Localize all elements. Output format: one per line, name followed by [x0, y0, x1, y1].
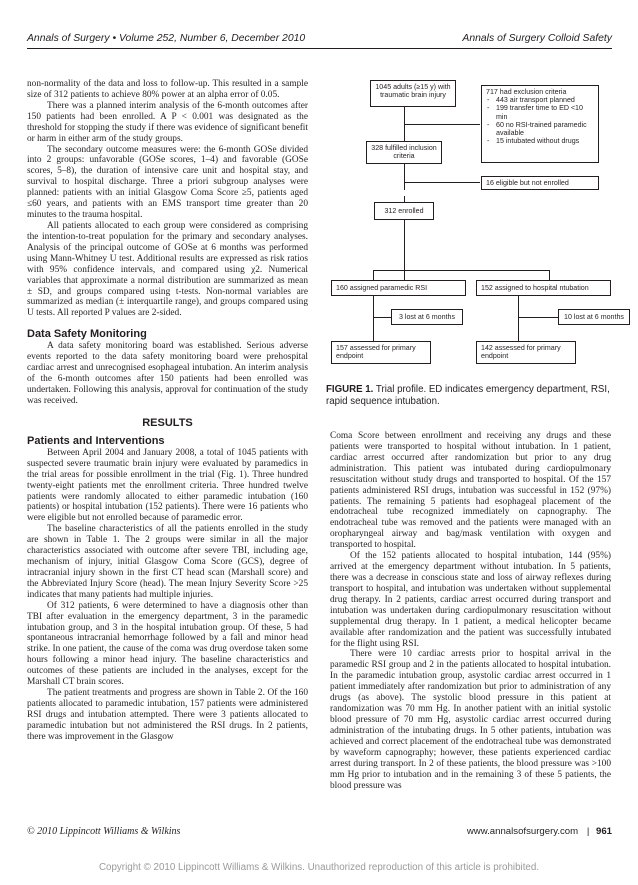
box-1045-adults: 1045 adults (≥15 y) with traumatic brain injury: [370, 80, 456, 107]
footer-copyright-publisher: © 2010 Lippincott Williams & Wilkins: [27, 826, 181, 837]
paragraph: non-normality of the data and loss to follow-up. This resulted in a sample size of 312 patients to achieve 80% power at an alpha error of 0.05.: [27, 79, 308, 100]
connector-line: [373, 270, 374, 280]
paragraph: There was a planned interim analysis of the 6-month outcomes after 150 patients had been enrolled. A P < 0.001 was designated as the threshold for stopping the study if there was evidence of significant benefit or harm in either arm of the study groups.: [27, 100, 308, 144]
figure-caption-text: Trial profile. ED indicates emergency department, RSI, rapid sequence intubation.: [326, 384, 610, 408]
box-paramedic-rsi: 160 assigned paramedic RSI: [331, 280, 466, 296]
box-328-fulfilled: 328 fulfilled inclusion criteria: [366, 141, 442, 164]
connector-line: [404, 220, 405, 280]
connector-line: [518, 317, 558, 318]
connector-line: [404, 270, 549, 271]
footer-right: [467, 826, 612, 840]
connector-line: [549, 270, 550, 280]
box-hospital-intubation: 152 assigned to hospital ntubation: [476, 280, 611, 296]
list-item: - 60 no RSI-trained paramedic available: [486, 121, 594, 137]
list-item: - 15 intubated without drugs: [486, 137, 594, 145]
paragraph: The baseline characteristics of all the patients enrolled in the study are shown in Table 1. The 2 groups were similar in all the major characteristics associated with outcome after severe TBI, including age, mechanism of injury, initial Glasgow Coma Score (GCS), degree of intracranial injury shown in the first CT head scan (Marshall score) and the Abbreviated Injury Score (head). The mean Injury Severity Score >25 indicates that many patients had multiple injuries.: [27, 524, 308, 600]
running-header-right: Annals of Surgery Colloid Safety: [462, 33, 612, 44]
box-exclusion-criteria: 717 had exclusion criteria - 443 air transport planned - 199 transfer time to ED <10 min - 60 no RSI-trained paramedic available - 15 intubated without drugs: [481, 85, 599, 163]
connector-line: [518, 296, 519, 341]
journal-url-link[interactable]: www.annalsofsurgery.com: [466, 826, 579, 837]
box-lost-right: 10 lost at 6 months: [558, 309, 630, 325]
paragraph: Of 312 patients, 6 were determined to have a diagnosis other than TBI after evaluation in the emergency department, 3 in the paramedic intubation group, and 3 in the hospital intubation group. Of these, 5 had spontaneous intracranial hemorrhage followed by a fall and minor head strike. In one patient, the cause of the coma was drug overdose taken some hours following a minor head injury. The baseline characteristics and outcomes of these patients are included in the analyses, except for the Marshall CT brain scores.: [27, 600, 308, 688]
connector-line: [373, 317, 391, 318]
paragraph: A data safety monitoring board was established. Serious adverse events reported to the data safety monitoring board were prehospital cardiac arrest and unrecognised esophageal intubation. An interim analysis of the 6-month outcomes after 150 patients had been enrolled was undertaken. Following this analysis, approval for continuation of the study was received.: [27, 341, 308, 406]
trial-profile-figure: [326, 76, 624, 376]
copyright-notice: Copyright © 2010 Lippincott Williams & Wilkins. Unauthorized reproduction of this article is prohibited.: [98, 862, 540, 873]
list-item: - 443 air transport planned: [486, 96, 594, 104]
connector-line: [404, 182, 480, 183]
figure-caption: [326, 384, 616, 408]
left-column: [27, 79, 308, 743]
paragraph: Coma Score between enrollment and receiving any drugs and these patients were transported to hospital without intubation. In 1 patient, cardiac arrest occurred after randomization but prior to any drug administration. This patient was intubated during cardiopulmonary resuscitation without study drugs and transported to hospital. Of the 157 patients administered RSI drugs, intubation was successful in 152 (97%) patients. The remaining 5 patients had esophageal placement of the endotracheal tube recognized immediately on capnography. The endotracheal tube was removed and the patients were managed with an oropharyngeal airway and bag/mask ventilation with oxygen and transported to hospital.: [330, 431, 611, 551]
figure-label: FIGURE 1.: [326, 384, 374, 395]
paragraph: There were 10 cardiac arrests prior to hospital arrival in the paramedic RSI group and 2 in the patients allocated to hospital intubation. In the paramedic intubation group, asystolic cardiac arrest occurred in 1 patient immediately after randomization but prior to administration of any drugs (as above). The systolic blood pressure in this patient at randomization was 70 mm Hg. In another patient with an initial systolic blood pressure of 70 mm Hg, asystolic cardiac arrest occurred during administration of the intubating drugs. In 5 other patients, intubation was achieved and correct placement of the endotracheal tube was demonstrated by waveform capnography; however, these patients experienced cardiac arrest during transport. In 2 of these patients, the blood pressure was >100 mm Hg prior to intubation and in the remaining 3 of these 5 patients, the blood pressure was: [330, 649, 611, 791]
header-rule: [27, 48, 612, 49]
box-lost-left: 3 lost at 6 months: [391, 309, 463, 325]
connector-line: [404, 124, 480, 125]
exclusion-list: [486, 96, 594, 145]
box-312-enrolled: 312 enrolled: [374, 202, 434, 220]
right-column: [330, 431, 611, 791]
page-number: 961: [595, 826, 612, 837]
section-heading-data-safety: Data Safety Monitoring: [27, 328, 147, 341]
section-heading-patients: Patients and Interventions: [27, 434, 165, 447]
box-assessed-right: 142 assessed for primary endpoint: [476, 341, 576, 364]
connector-line: [373, 296, 374, 341]
connector-line: [404, 185, 405, 190]
running-header-left: Annals of Surgery • Volume 252, Number 6, December 2010: [27, 33, 306, 44]
paragraph: All patients allocated to each group were considered as comprising the intention-to-treat population for the primary and secondary analyses. Analysis of the principal outcome of GOSe at 6 months was performed using Mann-Whitney U test. Additional results are expressed as risk ratios with 95% confidence intervals, and compared using χ2. Numerical variables that approximate a normal distribution are summarized as mean ± SD, and groups compared using t-tests. Non-normal variables are summarized as median (± interquartile range), and groups compared using U tests. All reported P values are 2-sided.: [27, 220, 308, 319]
paragraph: The patient treatments and progress are shown in Table 2. Of the 160 patients allocated to paramedic intubation, 157 patients were administered RSI drugs and intubation attempted. There were 3 patients allocated to paramedic intubation but not administered the RSI drugs. In 2 patients, there was improvement in the Glasgow: [27, 688, 308, 742]
list-item: - 199 transfer time to ED <10 min: [486, 104, 594, 120]
section-heading-results: RESULTS: [142, 416, 193, 429]
paragraph: Of the 152 patients allocated to hospital intubation, 144 (95%) arrived at the emergency department without intubation. In 5 patients, there was a decrease in conscious state and loss of airway reflexes during transport to hospital, and intubation was undertaken without supplemental drug therapy. In 2 patients, cardiac arrest occurred during transport and intubation was undertaken during cardiopulmonary resuscitation without supplemental drug therapy. In 1 patient, a medical helicopter became available after randomization and the patient was successfully intubated for the flight using RSI.: [330, 551, 611, 649]
footer-separator: |: [586, 826, 590, 837]
paragraph: The secondary outcome measures were: the 6-month GOSe divided into 2 groups: unfavorable (GOSe scores, 1–4) and favorable (GOSe scores, 5–8), the duration of intensive care unit and hospital stay, and survival to hospital discharge. Three a priori subgroup analyses were planned: patients with an initial Glasgow Coma Score ≥5, patients aged ≤60 years, and patients with an EMS transport time greater than 20 minutes to the trauma hospital.: [27, 144, 308, 221]
box-16-eligible: 16 eligible but not enrolled: [481, 176, 599, 190]
connector-line: [373, 270, 404, 271]
box-assessed-left: 157 assessed for primary endpoint: [331, 341, 431, 364]
paragraph: Between April 2004 and January 2008, a total of 1045 patients with suspected severe traumatic brain injury were evaluated by paramedics in the trial areas for possible enrollment in the trial (Fig. 1). Three hundred twenty-eight patients met the enrollment criteria. Three hundred twelve patients were randomly allocated to either paramedic intubation (160 patients) or hospital intubation (152 patients). There were 16 patients who were eligible but not enrolled because of paramedic error.: [27, 447, 308, 524]
